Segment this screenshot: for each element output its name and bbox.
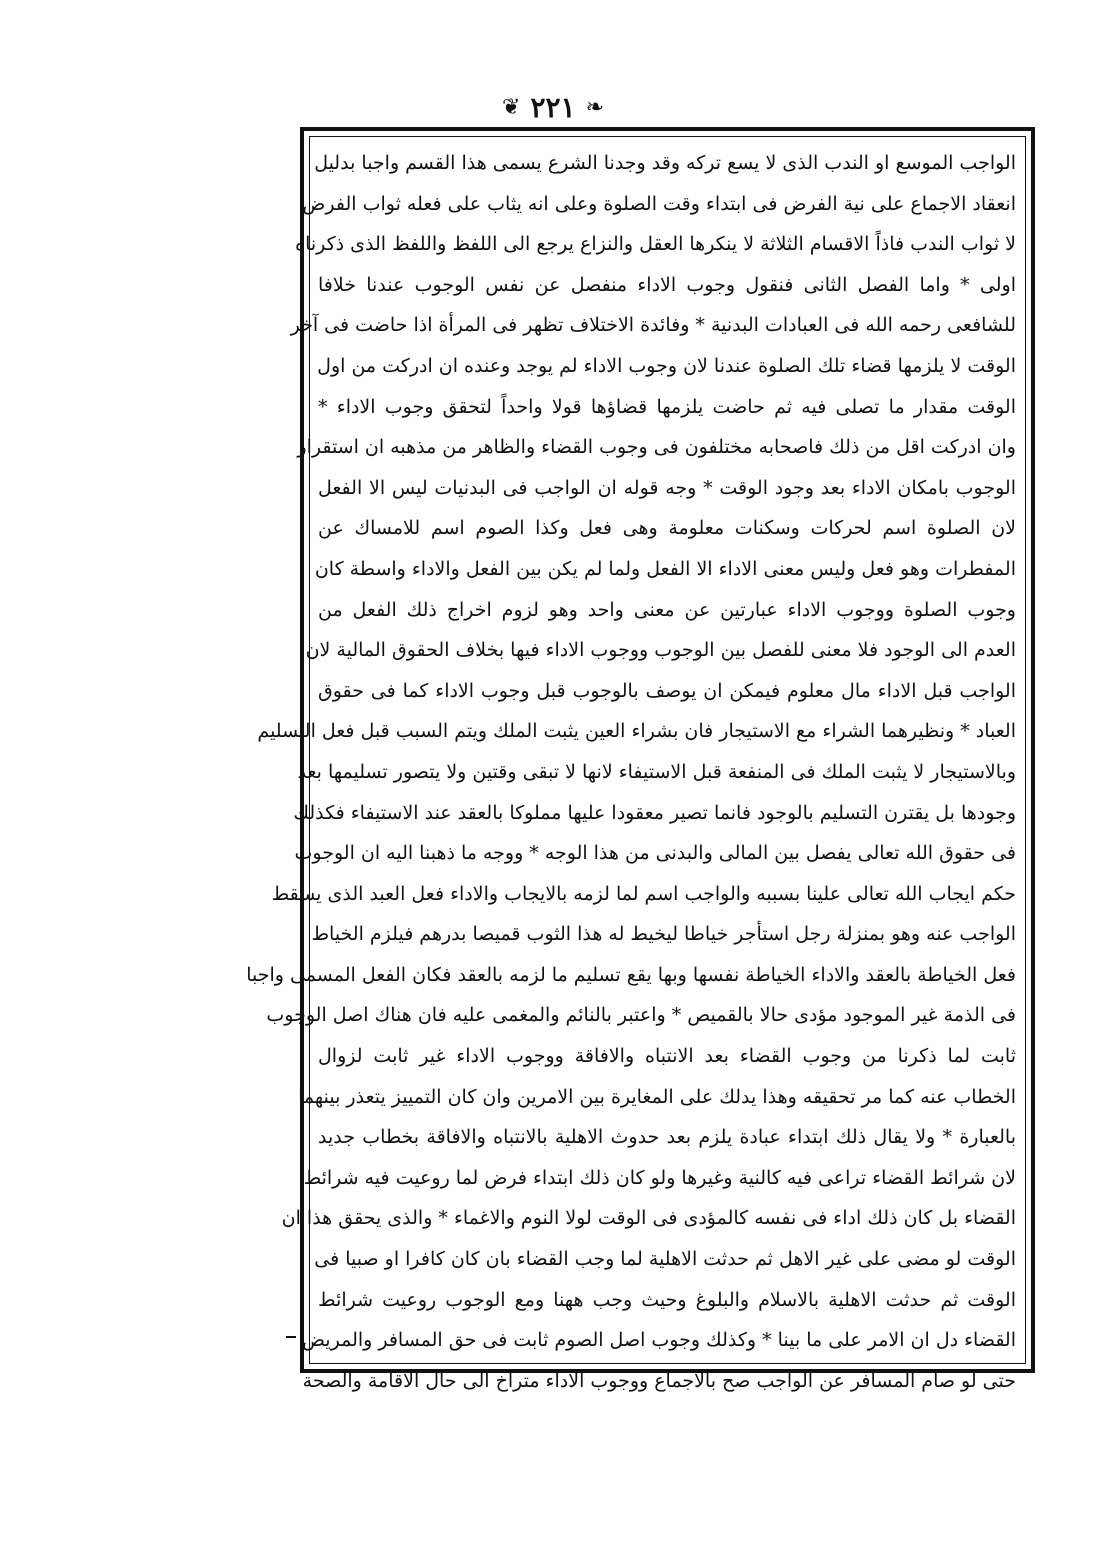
body-text [246,143,1020,1392]
text-line: العباد * ونظيرهما الشراء مع الاستيجار فان بشراء العين يثبت الملك ويتم السبب قبل فعل التسليم [257,720,1016,743]
text-line: بالعبارة * ولا يقال ذلك ابتداء عبادة يلزم بعد حدوث الاهلية بالانتباه والافاقة بخطاب جديد [318,1126,1016,1149]
text-line: المفطرات وهو فعل وليس معنى الاداء الا الفعل ولما لم يكن بين الفعل والاداء واسطة كان [314,557,1016,580]
page-header [0,90,1106,126]
ornament-left-icon: ❦ [502,95,521,120]
text-line: للشافعى رحمه الله فى العبادات البدنية * وفائدة الاختلاف تظهر فى المرأة اذا حاضت فى آخر [290,314,1016,337]
text-line: القضاء دل ان الامر على ما بينا * وكذلك وجوب اصل الصوم ثابت فى حق المسافر والمريض [302,1329,1016,1352]
text-line: الوقت لا يلزمها قضاء تلك الصلوة عندنا لان وجوب الاداء لم يوجد وعنده ان ادركت من اول [317,354,1016,377]
text-line: القضاء بل كان ذلك اداء فى نفسه كالمؤدى فى الوقت لولا النوم والاغماء * والذى يحقق هذا ان [281,1207,1016,1230]
text-line: حكم ايجاب الله تعالى علينا بسببه والواجب اسم لما لزمه بالايجاب والاداء فعل العبد الذى يسقط [271,882,1016,905]
text-line: الوجوب بامكان الاداء بعد وجود الوقت * وجه قوله ان الواجب فى البدنيات ليس الا الفعل [318,476,1016,499]
text-line: فى الذمة غير الموجود مؤدى حالا بالقميص * واعتبر بالنائم والمغمى عليه فان هناك اصل الوجوب [266,1004,1016,1027]
text-line: فعل الخياطة بالعقد والاداء الخياطة نفسها وبها يقع تسليم ما لزمه بالعقد فكان الفعل المسمى واجبا [246,963,1016,986]
text-line: انعقاد الاجماع على نية الفرض فى ابتداء وقت الصلوة وعلى انه يثاب على فعله ثواب الفرض [302,192,1016,215]
text-line: وان ادركت اقل من ذلك فاصحابه مختلفون فى وجوب القضاء والظاهر من مذهبه ان استقرار [297,436,1016,459]
ornament-right-icon: ❧ [585,95,604,120]
text-line: لان شرائط القضاء تراعى فيه كالنية وغيرها ولو كان ذلك ابتداء فرض لما روعيت فيه شرائط [303,1166,1016,1189]
text-line: العدم الى الوجود فلا معنى للفصل بين الوجوب ووجوب الاداء فيها بخلاف الحقوق المالية لان [305,639,1016,662]
text-line: الوقت مقدار ما تصلى فيه ثم حاضت يلزمها قضاؤها قولا واحداً لتحقق وجوب الاداء * [318,395,1016,418]
text-line: حتى لو صام المسافر عن الواجب صح بالاجماع ووجوب الاداء متراخ الى حال الاقامة والصحة [302,1369,1016,1392]
text-line: ثابت لما ذكرنا من وجوب القضاء بعد الانتباه والافاقة ووجوب الاداء غير ثابت لزوال [318,1045,1016,1068]
margin-mark [286,1336,296,1338]
text-line: وبالاستيجار لا يثبت الملك فى المنفعة قبل الاستيفاء لانها لا تبقى وقتين ولا يتصور تسليمها بعد [297,760,1016,783]
text-line: الواجب عنه وهو بمنزلة رجل استأجر خياطا ليخيط له هذا الثوب قميصا بدرهم فيلزم الخياط [311,923,1016,946]
text-line: الواجب الموسع او الندب الذى لا يسع تركه وقد وجدنا الشرع يسمى هذا القسم واجبا بدليل [314,152,1016,174]
text-line: فى حقوق الله تعالى يفصل بين المالى والبدنى من هذا الوجه * ووجه ما ذهبنا اليه ان الوجوب [294,842,1016,865]
text-line: الواجب قبل الاداء مال معلوم فيمكن ان يوصف بالوجوب قبل وجوب الاداء كما فى حقوق [318,679,1016,702]
text-line: اولى * واما الفصل الثانى فنقول وجوب الاداء منفصل عن نفس الوجوب عندنا خلافا [318,273,1016,296]
text-line: لا ثواب الندب فاذاً الاقسام الثلاثة لا ينكرها العقل والنزاع يرجع الى اللفظ واللفظ الذى ذكرناه [295,233,1016,256]
text-line: الوقت لو مضى على غير الاهل ثم حدثت الاهلية لما وجب القضاء بان كان كافرا او صبيا فى [314,1248,1016,1271]
text-line: وجوب الصلوة ووجوب الاداء عبارتين عن معنى واحد وهو لزوم اخراج ذلك الفعل من [318,598,1016,621]
text-line: الوقت ثم حدثت الاهلية بالاسلام والبلوغ وحيث وجب ههنا ومع الوجوب روعيت شرائط [318,1288,1016,1311]
text-line: وجودها بل يقترن التسليم بالوجود فانما تصير معقودا عليها مملوكا بالعقد عند الاستيفاء فكذلك [293,801,1016,824]
text-line: لان الصلوة اسم لحركات وسكنات معلومة وهى فعل وكذا الصوم اسم للامساك عن [318,517,1016,540]
text-line: الخطاب عنه كما مر تحقيقه وهذا يدلك على المغايرة بين الامرين وان كان التمييز يتعذر بينهما [298,1085,1016,1108]
page-number: ٢٢١ [530,91,576,124]
